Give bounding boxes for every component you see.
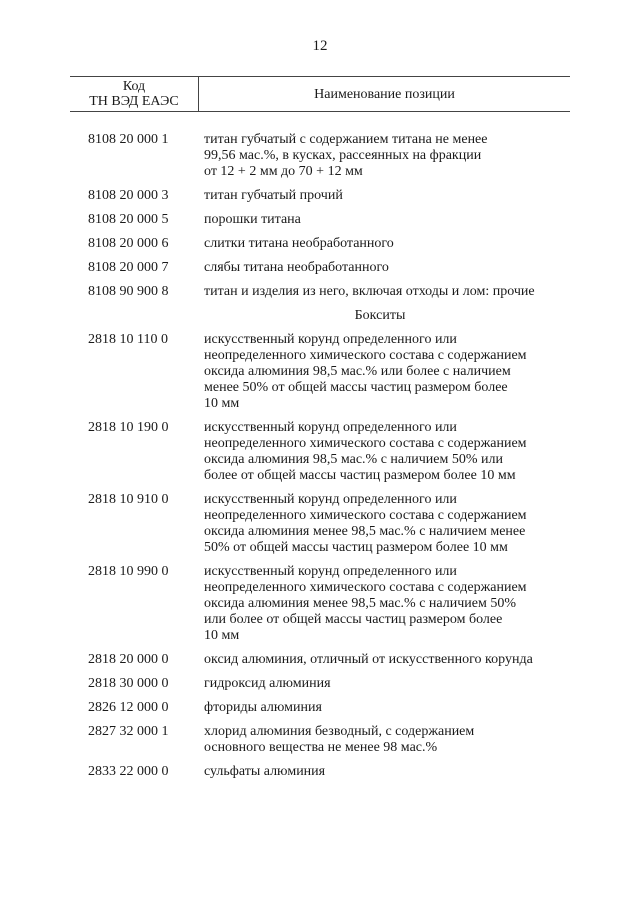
description-line: менее 50% от общей массы частиц размером более (204, 380, 508, 395)
row-description (200, 764, 570, 780)
description-line: 99,56 мас.%, в кусках, рассеянных на фракции (204, 148, 482, 163)
description-line: искусственный корунд определенного или (204, 420, 457, 435)
table-row (70, 676, 570, 692)
row-description (200, 724, 570, 756)
row-description (200, 212, 570, 228)
table-row (70, 212, 570, 228)
description-line: титан губчатый прочий (204, 188, 343, 203)
section-heading: Бокситы (354, 308, 406, 323)
description-line: слитки титана необработанного (204, 236, 394, 251)
table-row (70, 236, 570, 252)
description-line: фториды алюминия (204, 700, 322, 715)
description-line: неопределенного химического состава с содержанием (204, 508, 527, 523)
row-code: 2826 12 000 0 (88, 700, 169, 715)
page-number: 12 (312, 38, 328, 54)
table-row (70, 188, 570, 204)
description-line: порошки титана (204, 212, 301, 227)
table-row (70, 564, 570, 644)
row-description (200, 132, 570, 180)
description-line: более от общей массы частиц размером более 10 мм (204, 468, 516, 483)
table-row (70, 492, 570, 556)
row-description (200, 236, 570, 252)
description-line: или более от общей массы частиц размером более (204, 612, 503, 627)
table-row (70, 132, 570, 180)
description-line: от 12 + 2 мм до 70 + 12 мм (204, 164, 363, 179)
row-description (200, 564, 570, 644)
table-row (70, 652, 570, 668)
row-description (200, 284, 570, 300)
row-code: 8108 20 000 6 (88, 236, 169, 251)
description-line: оксида алюминия 98,5 мас.% или более с наличием (204, 364, 511, 379)
row-code: 2818 10 110 0 (88, 332, 168, 347)
row-description (200, 420, 570, 484)
row-code: 2833 22 000 0 (88, 764, 169, 779)
rows-bauxite (70, 332, 570, 780)
table-row (70, 420, 570, 484)
description-line: неопределенного химического состава с содержанием (204, 436, 527, 451)
description-line: искусственный корунд определенного или (204, 564, 457, 579)
table-row (70, 332, 570, 412)
table-row (70, 284, 570, 300)
header-code-line2: ТН ВЭД ЕАЭС (89, 94, 179, 109)
row-description (200, 700, 570, 716)
row-code: 2818 10 990 0 (88, 564, 169, 579)
row-code: 8108 90 900 8 (88, 284, 169, 299)
rows-titanium (70, 132, 570, 300)
row-code: 2827 32 000 1 (88, 724, 169, 739)
description-line: 10 мм (204, 396, 240, 411)
table-header (70, 76, 570, 112)
row-code: 2818 10 910 0 (88, 492, 169, 507)
description-line: титан губчатый с содержанием титана не менее (204, 132, 488, 147)
row-code: 8108 20 000 5 (88, 212, 169, 227)
header-name-column: Наименование позиции (314, 87, 455, 102)
row-description (200, 652, 570, 668)
description-line: оксида алюминия менее 98,5 мас.% с наличием 50% (204, 596, 517, 611)
description-line: 10 мм (204, 628, 240, 643)
description-line: хлорид алюминия безводный, с содержанием (204, 724, 475, 739)
header-code-column (70, 79, 198, 109)
description-line: оксида алюминия 98,5 мас.% с наличием 50% или (204, 452, 503, 467)
row-code: 2818 30 000 0 (88, 676, 169, 691)
description-line: неопределенного химического состава с содержанием (204, 580, 527, 595)
table-body (70, 132, 570, 788)
row-description (200, 188, 570, 204)
table-row (70, 764, 570, 780)
row-code: 2818 20 000 0 (88, 652, 169, 667)
table-row (70, 700, 570, 716)
header-code-line1: Код (122, 79, 146, 94)
description-line: титан и изделия из него, включая отходы и лом: прочие (204, 284, 535, 299)
row-description (200, 332, 570, 412)
description-line: гидроксид алюминия (204, 676, 331, 691)
description-line: искусственный корунд определенного или (204, 332, 457, 347)
row-code: 8108 20 000 1 (88, 132, 169, 147)
table-row (70, 260, 570, 276)
description-line: сульфаты алюминия (204, 764, 326, 779)
row-code: 8108 20 000 7 (88, 260, 169, 275)
description-line: слябы титана необработанного (204, 260, 389, 275)
description-line: основного вещества не менее 98 мас.% (204, 740, 438, 755)
description-line: 50% от общей массы частиц размером более 10 мм (204, 540, 508, 555)
table-row (70, 724, 570, 756)
row-description (200, 260, 570, 276)
description-line: оксид алюминия, отличный от искусственного корунда (204, 652, 533, 667)
description-line: неопределенного химического состава с содержанием (204, 348, 527, 363)
row-code: 2818 10 190 0 (88, 420, 169, 435)
description-line: оксида алюминия менее 98,5 мас.% с наличием менее (204, 524, 526, 539)
row-code: 8108 20 000 3 (88, 188, 169, 203)
description-line: искусственный корунд определенного или (204, 492, 457, 507)
row-description (200, 676, 570, 692)
row-description (200, 492, 570, 556)
